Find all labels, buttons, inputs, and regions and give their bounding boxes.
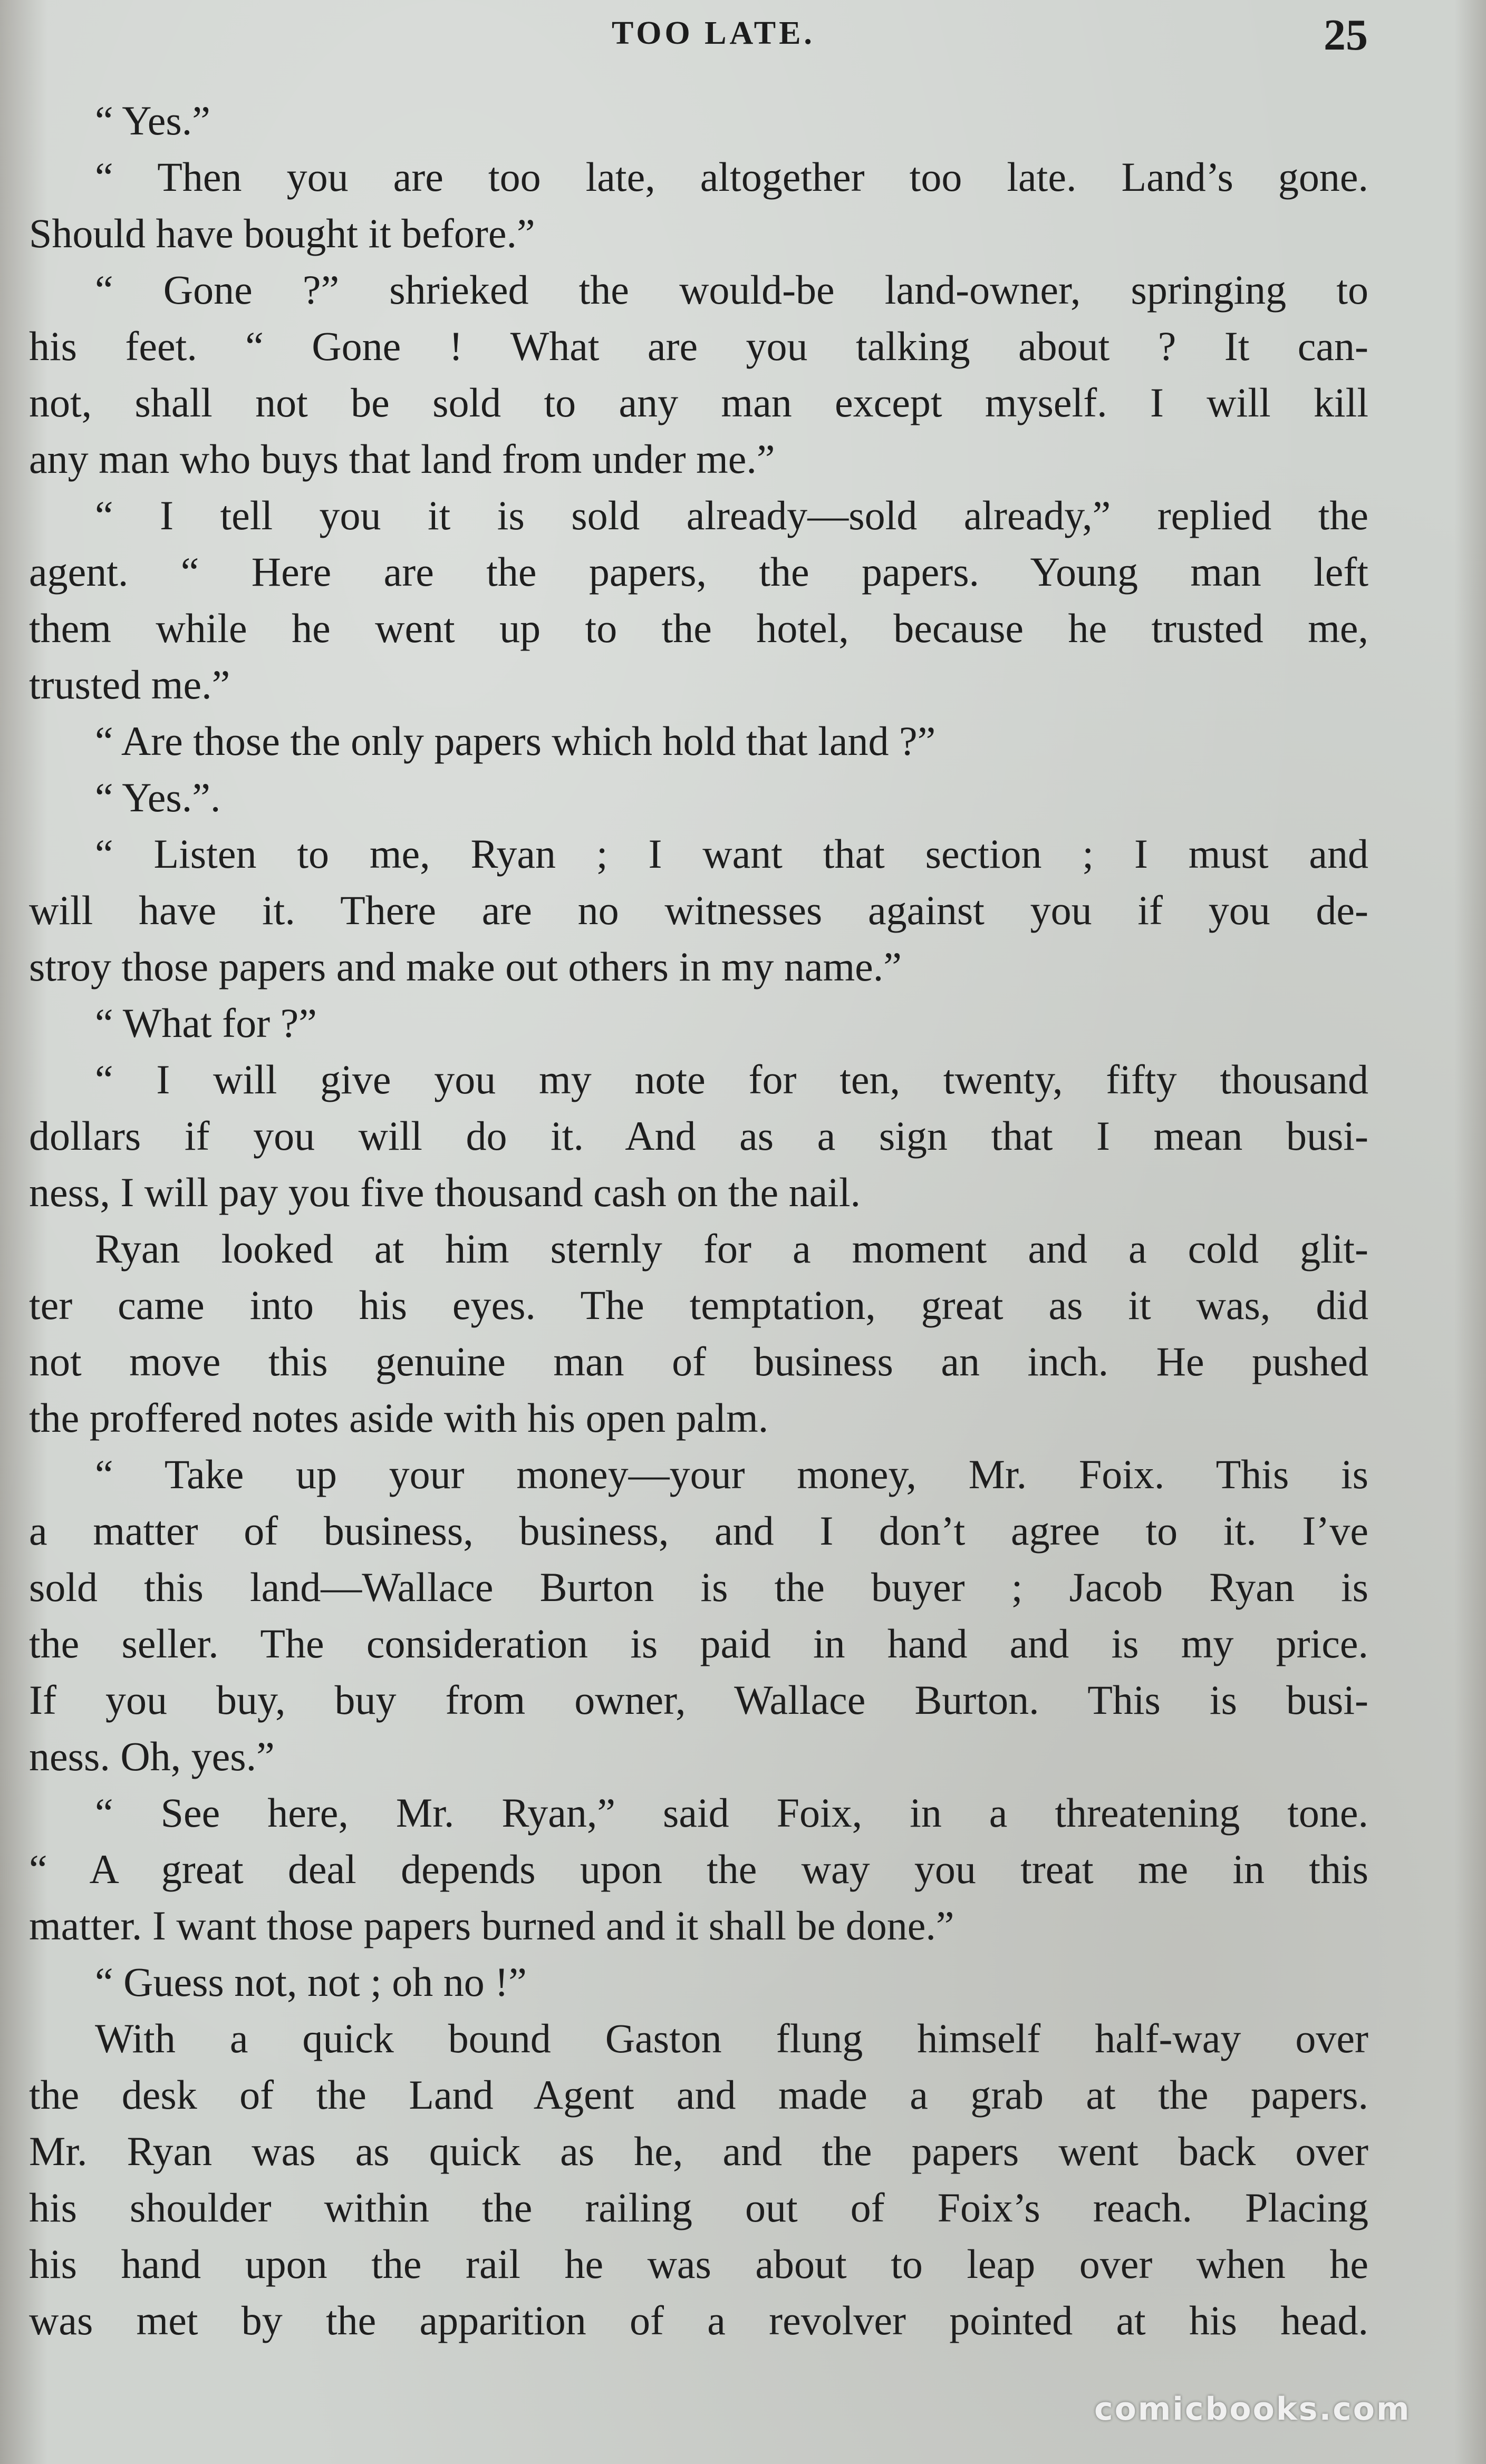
text-line: ness. Oh, yes.” — [29, 1733, 275, 1779]
body-text — [29, 92, 1368, 2349]
text-line: “ Yes.” — [95, 98, 210, 143]
running-head — [0, 9, 1486, 60]
text-line: the proffered notes aside with his open palm. — [29, 1395, 769, 1441]
text-line: “ Take up your money—your money, Mr. Foix. This is — [95, 1451, 1368, 1497]
text-line: not move this genuine man of business an inch. He pushed — [29, 1338, 1368, 1384]
text-line: the seller. The consideration is paid in hand and is my price. — [29, 1621, 1368, 1666]
text-line: “ I tell you it is sold already—sold already,” replied the — [95, 492, 1368, 538]
text-line: “ Gone ?” shrieked the would-be land-owner, springing to — [95, 267, 1368, 313]
text-line: Should have bought it before.” — [29, 210, 535, 256]
text-line: “ What for ?” — [95, 1000, 317, 1046]
text-line: ness, I will pay you five thousand cash on the nail. — [29, 1169, 861, 1215]
text-line: ter came into his eyes. The temptation, great as it was, did — [29, 1282, 1368, 1328]
text-line: any man who buys that land from under me.” — [29, 436, 775, 482]
text-line: his hand upon the rail he was about to leap over when he — [29, 2241, 1368, 2287]
text-line: “ I will give you my note for ten, twenty, fifty thousand — [95, 1056, 1368, 1102]
text-line: them while he went up to the hotel, because he trusted me, — [29, 605, 1368, 651]
text-line: Ryan looked at him sternly for a moment and a cold glit- — [95, 1226, 1368, 1272]
text-line: will have it. There are no witnesses against you if you de- — [29, 887, 1368, 933]
text-line: “ Guess not, not ; oh no !” — [95, 1959, 527, 2005]
watermark: comicbooks.com — [1094, 2391, 1411, 2428]
text-line: dollars if you will do it. And as a sign that I mean busi- — [29, 1113, 1368, 1159]
text-line: “ See here, Mr. Ryan,” said Foix, in a threatening tone. — [95, 1790, 1368, 1836]
text-line: was met by the apparition of a revolver pointed at his head. — [29, 2297, 1368, 2343]
text-line: stroy those papers and make out others in my name.” — [29, 944, 902, 990]
text-line: “ Yes.”. — [95, 774, 221, 820]
text-line: “ Then you are too late, altogether too late. Land’s gone. — [95, 154, 1368, 200]
text-line: If you buy, buy from owner, Wallace Burton. This is busi- — [29, 1677, 1368, 1723]
text-line: the desk of the Land Agent and made a grab at the papers. — [29, 2072, 1368, 2118]
text-line: not, shall not be sold to any man except myself. I will kill — [29, 380, 1368, 425]
text-line: “ Listen to me, Ryan ; I want that section ; I must and — [95, 831, 1368, 877]
page-number: 25 — [1324, 11, 1368, 60]
text-line: trusted me.” — [29, 662, 230, 707]
text-line: agent. “ Here are the papers, the papers. Young man left — [29, 549, 1368, 595]
text-line: his shoulder within the railing out of Foix’s reach. Placing — [29, 2185, 1368, 2230]
text-line: his feet. “ Gone ! What are you talking about ? It can- — [29, 323, 1368, 369]
text-line: a matter of business, business, and I don’t agree to it. I’ve — [29, 1508, 1368, 1554]
text-line: matter. I want those papers burned and it shall be done.” — [29, 1903, 954, 1948]
text-line: “ A great deal depends upon the way you treat me in this — [29, 1846, 1368, 1892]
text-line: Mr. Ryan was as quick as he, and the papers went back over — [29, 2128, 1368, 2174]
running-title: TOO LATE. — [612, 15, 815, 51]
text-line: sold this land—Wallace Burton is the buyer ; Jacob Ryan is — [29, 1564, 1368, 1610]
text-line: With a quick bound Gaston flung himself half-way over — [95, 2015, 1368, 2061]
text-line: “ Are those the only papers which hold that land ?” — [95, 718, 936, 764]
